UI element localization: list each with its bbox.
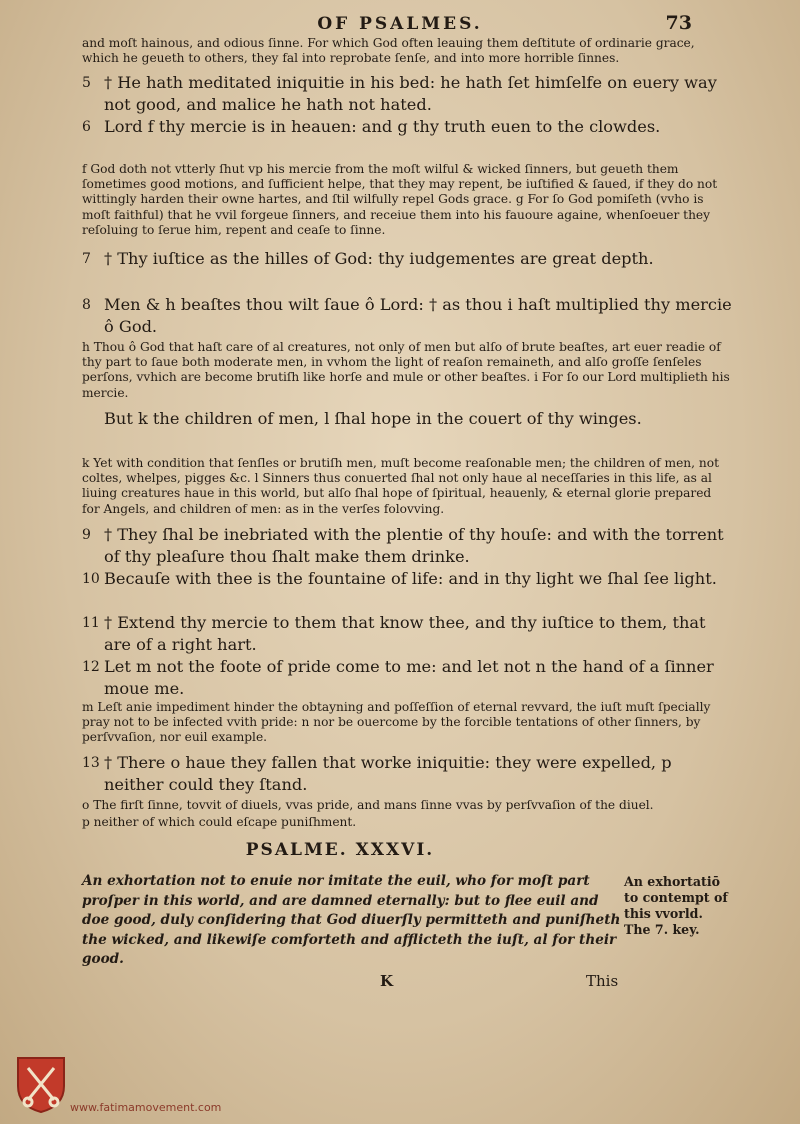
verse-text: † They ſhal be inebriated with the plentie of thy houſe: and with the torrent of thy pleaſure thou ſhalt make them drinke. xyxy=(104,525,724,566)
note-f: f God doth not vtterly ſhut vp his mercie from the moſt wilful & wicked ſinners, but geueth them ſometimes good motions, and ſufficient helpe, that they may repent, be iuſtified & ſaued, if they do not wittingly harden their owne hartes, and ſtil wilfully repel Gods grace. g For ſo God pomiſeth (vvho is moſt faithful) that he vvil forgeue ſinners, and receiue them into his fauoure againe, whenſoeuer they reſoluing to ſerue him, repent and ceaſe to ſinne. xyxy=(82,162,718,237)
verse-text: † He hath meditated iniquitie in his bed: he hath ſet himſelfe on euery way not good, and malice he hath not hated. xyxy=(104,73,717,114)
note-top: and moſt hainous, and odious ſinne. For which God often leauing them deſtitute of ordinarie grace, which he geueth to others, they fal into reprobate ſenſe, and into more horrible ſinnes. xyxy=(82,36,695,66)
verse-number: 5 xyxy=(82,75,91,91)
verse-7 xyxy=(82,248,732,270)
verse-number: 7 xyxy=(82,251,91,267)
verse-number: 6 xyxy=(82,119,91,135)
verse-number: 11 xyxy=(82,615,100,631)
note-p: p neither of which could eſcape puniſhment. xyxy=(82,815,357,829)
psalm-title: PSALME. XXXVI. xyxy=(245,840,435,860)
note-o: o The firſt ſinne, tovvit of diuels, vvas pride, and mans ſinne vvas by perſvvaſion of the diuel. xyxy=(82,798,654,812)
verse-number: 10 xyxy=(82,571,100,587)
verse-5 xyxy=(82,72,732,116)
note-h: h Thou ô God that haſt care of al creatures, not only of men but alſo of brute beaſtes, art euer readie of thy part to ſaue both moderate men, in vvhom the light of reaſon remaineth, and alſo groſſe ſenſeles perſons, vvhich are become brutiſh like horſe and mule or other beaſtes. i For ſo our Lord multiplieth his mercie. xyxy=(82,340,730,400)
catchword: This xyxy=(586,972,619,990)
verse-8 xyxy=(82,294,732,338)
verse-12 xyxy=(82,656,732,700)
verse-10 xyxy=(82,568,732,590)
running-title: OF PSALMES. xyxy=(317,14,483,34)
margin-note xyxy=(624,874,734,938)
psalm-argument: An exhortation not to enuie nor imitate the euil, who for moſt part proſper in this world, and are damned eternally: but to flee euil and doe good, duly conſidering that God diuerſly permitteth and puniſheth the wicked, and likewiſe comforteth and afflicteth the iuſt, al for their good. xyxy=(82,873,621,968)
verse-number: 8 xyxy=(82,297,91,313)
verse-text: Becauſe with thee is the fountaine of life: and in thy light we ſhal ſee light. xyxy=(104,569,717,588)
note-k: k Yet with condition that ſenſles or brutiſh men, muſt become reaſonable men; the children of men, not coltes, whelpes, pigges &c. l Sinners thus conuerted ſhal not only haue al neceſſaries in this life, as al liuing creatures haue in this world, but alſo ſhal hope of ſpiritual, heauenly, & eternal glorie prepared for Angels, and children of men: as in the verſes folovving. xyxy=(82,456,719,516)
verse-text: But k the children of men, l ſhal hope in the couert of thy winges. xyxy=(104,409,642,428)
papal-keys-logo-icon xyxy=(14,1054,68,1114)
page-number: 73 xyxy=(665,12,692,34)
signature-mark: K xyxy=(380,972,394,990)
website-link[interactable]: www.fatimamovement.com xyxy=(70,1101,222,1114)
verse-text: † Extend thy mercie to them that know thee, and thy iuſtice to them, that are of a right hart. xyxy=(104,613,706,654)
verse-number: 9 xyxy=(82,527,91,543)
verse-11 xyxy=(82,612,732,656)
verse-text: Lord f thy mercie is in heauen: and g thy truth euen to the clowdes. xyxy=(104,117,661,136)
note-m: m Leſt anie impediment hinder the obtayning and poſſeſſion of eternal revvard, the iuſt muſt ſpecially pray not to be infected vvith pride: n nor be ouercome by the forcible tentations of other ſinners, by perſvvaſion, nor euil example. xyxy=(82,700,711,745)
verse-text: Let m not the foote of pride come to me: and let not n the hand of a ſinner moue me. xyxy=(104,657,714,698)
verse-number xyxy=(82,408,104,430)
verse-text: Men & h beaſtes thou wilt ſaue ô Lord: † as thou i haſt multiplied thy mercie ô God. xyxy=(104,295,732,336)
margin-note-key: The 7. key. xyxy=(624,922,700,937)
verse-13 xyxy=(82,752,732,796)
verse-6 xyxy=(82,116,732,138)
verse-number: 12 xyxy=(82,659,100,675)
verse-9 xyxy=(82,524,732,568)
verse-8-cont xyxy=(82,408,732,430)
verse-text: † There o haue they fallen that worke iniquitie: they were expelled, p neither could they ſtand. xyxy=(104,753,672,794)
margin-note-text: An exhortatiō to contempt of this vvorld. xyxy=(624,874,728,921)
verse-number: 13 xyxy=(82,755,100,771)
verse-text: † Thy iuſtice as the hilles of God: thy iudgementes are great depth. xyxy=(104,249,654,268)
